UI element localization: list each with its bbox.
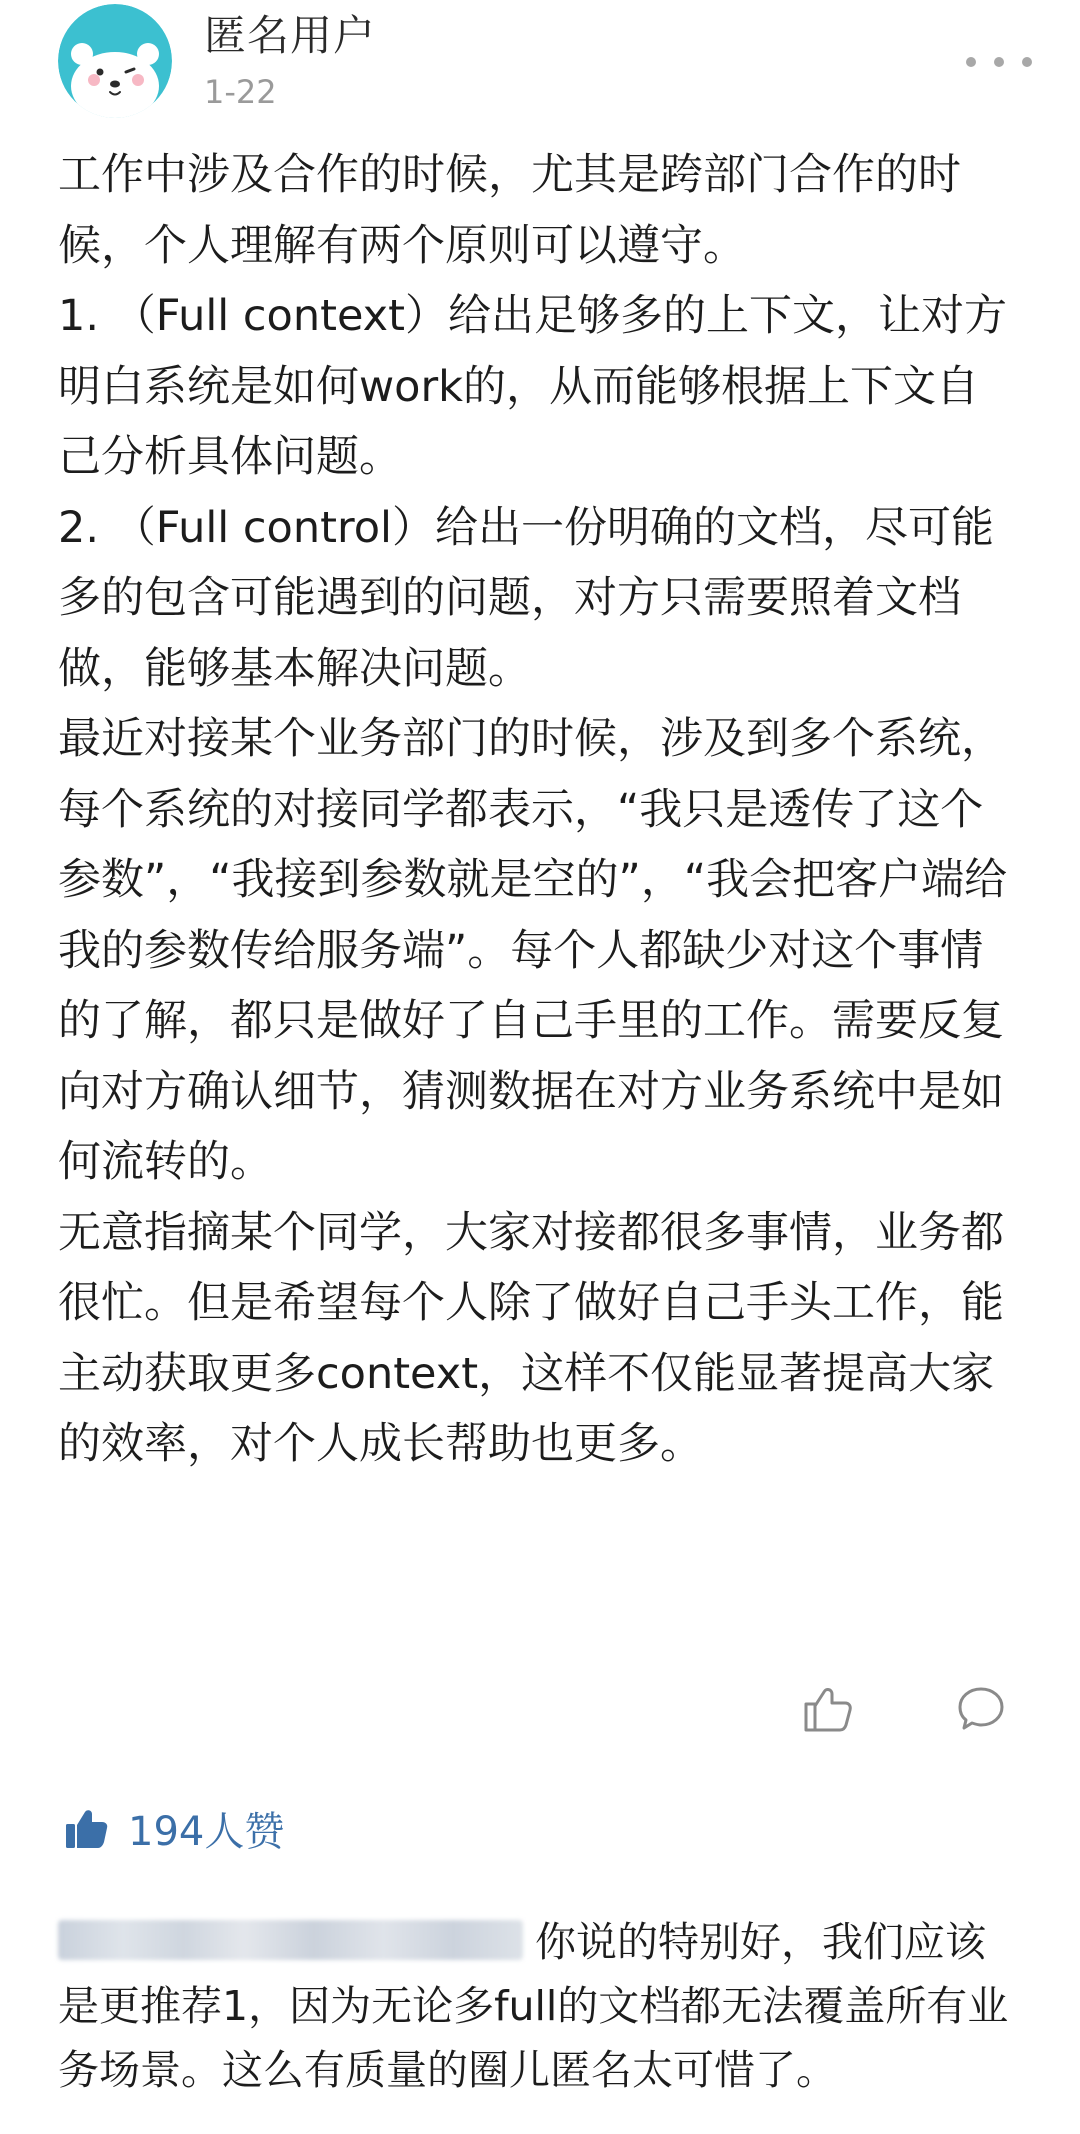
post-paragraph: 工作中涉及合作的时候，尤其是跨部门合作的时候，个人理解有两个原则可以遵守。 <box>58 150 961 271</box>
thumbs-up-filled-icon <box>64 1805 110 1851</box>
post-paragraph: 1. （Full context）给出足够多的上下文，让对方明白系统是如何work的，从而能够根据上下文自己分析具体问题。 <box>58 291 1007 482</box>
post-paragraph: 2. （Full control）给出一份明确的文档，尽可能多的包含可能遇到的问题，对方只需要照着文档做，能够基本解决问题。 <box>58 502 994 694</box>
polar-bear-avatar-icon <box>58 4 172 118</box>
author-name[interactable]: 匿名用户 <box>204 11 377 60</box>
likes-row[interactable] <box>64 1800 284 1856</box>
comment-bubble-icon <box>956 1684 1006 1734</box>
post-paragraph: 最近对接某个业务部门的时候，涉及到多个系统，每个系统的对接同学都表示，“我只是透传了这个参数”，“我接到参数就是空的”，“我会把客户端给我的参数传给服务端”。每个人都缺少对这个事情的了解，都只是做好了自己手里的工作。需要反复向对方确认细节，猜测数据在对方业务系统中是如何流转的。 <box>58 714 1008 1187</box>
more-options-button[interactable] <box>966 42 1032 82</box>
comment-button[interactable] <box>956 1684 1006 1734</box>
post-body <box>58 140 1018 1480</box>
like-button[interactable] <box>800 1680 856 1736</box>
like-count: 194人赞 <box>128 1808 285 1855</box>
post-paragraph: 无意指摘某个同学，大家对接都很多事情，业务都很忙。但是希望每个人除了做好自己手头工作，能主动获取更多context，这样不仅能显著提高大家的效率，对个人成长帮助也更多。 <box>58 1207 1004 1469</box>
comment <box>58 1910 1018 2102</box>
more-dots-icon <box>1022 57 1032 67</box>
comment-text: 你说的特别好，我们应该是更推荐1，因为无论多full的文档都无法覆盖所有业务场景。这么有质量的圈儿匿名太可惜了。 <box>58 1918 1009 2094</box>
comment-author[interactable] <box>58 1920 523 1960</box>
avatar[interactable] <box>58 4 172 118</box>
more-dots-icon <box>966 57 976 67</box>
thumbs-up-outline-icon <box>800 1680 856 1736</box>
post-date: 1-22 <box>204 73 277 111</box>
more-dots-icon <box>994 57 1004 67</box>
